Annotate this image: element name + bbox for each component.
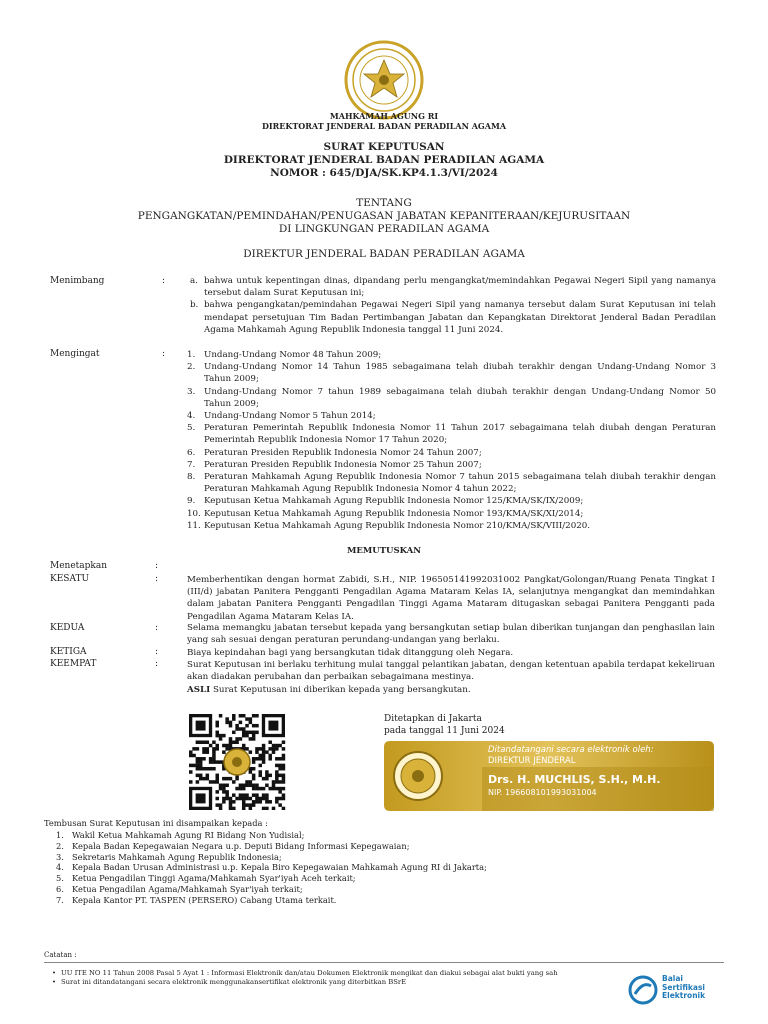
signed-by-label: Ditandatangani secara elektronik oleh: [488,745,654,755]
list-item: 7. Peraturan Presiden Republik Indonesia Nomor 25 Tahun 2007; [187,459,482,470]
list-item: 4. Kepala Badan Urusan Administrasi u.p. Kepala Biro Kepegawaian Mahkamah Agung RI di Jakarta; [56,862,487,873]
bsre-line-3: Elektronik [662,991,706,1000]
keempat-label: KEEMPAT [50,659,97,669]
menimbang-colon: : [162,276,166,286]
subject-line-2: DI LINGKUNGAN PERADILAN AGAMA [278,223,490,235]
footer-divider [44,962,724,963]
signer-position: DIREKTUR JENDERAL [488,756,576,766]
bsre-logo [628,975,738,1005]
mengingat-list [187,349,716,532]
org-line-1: MAHKAMAH AGUNG RI [329,111,439,121]
doc-type: SURAT KEPUTUSAN [323,141,445,153]
list-item: 11. Keputusan Ketua Mahkamah Agung Republik Indonesia Nomor 210/KMA/SK/VIII/2020. [187,520,591,531]
bsre-line-1: Balai [662,974,683,983]
keempat-colon: : [155,659,159,669]
ketiga-label: KETIGA [50,647,87,657]
e-signature-badge [384,741,714,811]
tembusan-list [56,830,616,906]
list-item: 10. Keputusan Ketua Mahkamah Agung Republik Indonesia Nomor 193/KMA/SK/XI/2014; [187,508,584,519]
footer-note: • Surat ini ditandatangani secara elektronik menggunakansertifikat elektronik yang diterbitkan BSrE [52,978,652,987]
ketiga-text: Biaya kepindahan bagi yang bersangkutan tidak ditanggung oleh Negara. [187,648,514,658]
kesatu-colon: : [155,574,159,584]
list-item: 5. Ketua Pengadilan Tinggi Agama/Mahkamah Syar'iyah Aceh terkait; [56,873,356,884]
kesatu-text: Memberhentikan dengan hormat Zabidi, S.H., NIP. 196505141992031002 Pangkat/Golongan/Ruang Penata Tingkat I (III/d) jabatan Panitera Pengganti Pengadilan Agama Mataram Kelas IA, selanjutnya mengangkat dan memindahkan dalam jabatan Panitera Pengganti Pengadilan Tinggi Agama Mataram ditugaskan sebagai Panitera Pengganti pada Pengadilan Agama Mataram Kelas IA. [187,575,715,622]
list-item: 8. Peraturan Mahkamah Agung Republik Indonesia Nomor 7 tahun 2015 sebagaimana telah diubah terakhir dengan Peraturan Mahkamah Agung Republik Indonesia Nomor 4 tahun 2022; [187,472,716,495]
keempat-text: Surat Keputusan ini berlaku terhitung mulai tanggal pelantikan jabatan, dengan ketentuan apabila terdapat kekeliruan akan diadakan perubahan dan perbaikan sebagaimana mestinya. [187,660,715,683]
list-item: 4. Undang-Undang Nomor 5 Tahun 2014; [187,411,376,422]
signer-nip: NIP. 196608101993031004 [488,788,597,797]
asli-statement: ASLI Surat Keputusan ini diberikan kepada yang bersangkutan. [187,685,471,695]
list-item: 1. Wakil Ketua Mahkamah Agung RI Bidang Non Yudisial; [56,830,305,840]
kedua-label: KEDUA [50,623,85,633]
org-line-2: DIREKTORAT JENDERAL BADAN PERADILAN AGAMA [261,121,507,131]
footer-notes [52,969,652,987]
list-item: 2. Undang-Undang Nomor 14 Tahun 1985 sebagaimana telah diubah terakhir dengan Undang-Undang Nomor 3 Tahun 2009; [187,362,716,385]
issuer: DIREKTORAT JENDERAL BADAN PERADILAN AGAMA [223,154,545,166]
qr-code [182,714,292,810]
list-item: 1. Undang-Undang Nomor 48 Tahun 2009; [187,350,382,360]
memutuskan-heading: MEMUTUSKAN [347,546,421,556]
menetapkan-colon: : [155,561,159,571]
mengingat-colon: : [162,349,166,359]
list-item: 7. Kepala Kantor PT. TASPEN (PERSERO) Cabang Utama terkait. [56,894,337,905]
list-item: 2. Kepala Badan Kepegawaian Negara u.p. Deputi Bidang Informasi Kepegawaian; [56,840,410,851]
signature-date: pada tanggal 11 Juni 2024 [384,726,505,736]
list-item: 5. Peraturan Pemerintah Republik Indonesia Nomor 11 Tahun 2017 sebagaimana telah diubah dengan Peraturan Pemerintah Republik Indonesia Nomor 17 Tahun 2020; [187,423,716,446]
menetapkan-label: Menetapkan [50,561,108,571]
menimbang-list [190,275,716,336]
official-title: DIREKTUR JENDERAL BADAN PERADILAN AGAMA [243,248,525,260]
footer-note: • UU ITE NO 11 Tahun 2008 Pasal 5 Ayat 1 : Informasi Elektronik dan/atau Dokumen Elektronik mengikat dan diakui sebagai alat bukti yang sah [52,969,652,978]
catatan-label: Catatan : [44,951,77,959]
list-item: 3. Undang-Undang Nomor 7 tahun 1989 sebagaimana telah diubah terakhir dengan Undang-Undang Nomor 50 Tahun 2009; [187,386,716,409]
signer-name: Drs. H. MUCHLIS, S.H., M.H. [488,773,661,786]
list-item: 6. Ketua Pengadilan Agama/Mahkamah Syar'iyah terkait; [56,883,303,894]
list-item: a. bahwa untuk kepentingan dinas, dipandang perlu mengangkat/memindahkan Pegawai Negeri Sipil yang namanya tersebut dalam Surat Keputusan ini; [190,276,716,299]
mengingat-label: Mengingat [50,349,100,359]
bsre-line-2: Sertifikasi [662,982,705,992]
list-item: 3. Sekretaris Mahkamah Agung Republik Indonesia; [56,851,282,862]
subject-line-1: PENGANGKATAN/PEMINDAHAN/PENUGASAN JABATAN KEPANITERAAN/KEJURUSITAAN [137,210,631,222]
list-item: 9. Keputusan Ketua Mahkamah Agung Republik Indonesia Nomor 125/KMA/SK/IX/2009; [187,496,584,507]
kedua-colon: : [155,623,159,633]
kesatu-label: KESATU [50,574,90,584]
tentang-heading: TENTANG [356,197,412,209]
menimbang-label: Menimbang [50,276,105,286]
mahkamah-agung-seal-logo [344,40,424,120]
list-item: b. bahwa pengangkatan/pemindahan Pegawai Negeri Sipil yang namanya tersebut dalam Surat Keputusan ini telah mendapat persetujuan Tim Badan Pertimbangan Jabatan dan Kepangkatan Direktorat Jenderal Badan Peradilan Agama Mahkamah Agung Republik Indonesia tanggal 11 Juni 2024. [190,300,716,335]
list-item: 6. Peraturan Presiden Republik Indonesia Nomor 24 Tahun 2007; [187,447,482,458]
signature-place: Ditetapkan di Jakarta [384,714,482,724]
kedua-text: Selama memangku jabatan tersebut kepada yang bersangkutan setiap bulan diberikan tunjangan dan penghasilan lain yang sah sesuai dengan peraturan perundang-undangan yang berlaku. [187,623,715,646]
tembusan-heading: Tembusan Surat Keputusan ini disampaikan kepada : [44,818,268,828]
doc-number: NOMOR : 645/DJA/SK.KP4.1.3/VI/2024 [270,167,498,179]
ketiga-colon: : [155,647,159,657]
bsre-emblem-icon [628,975,658,1005]
